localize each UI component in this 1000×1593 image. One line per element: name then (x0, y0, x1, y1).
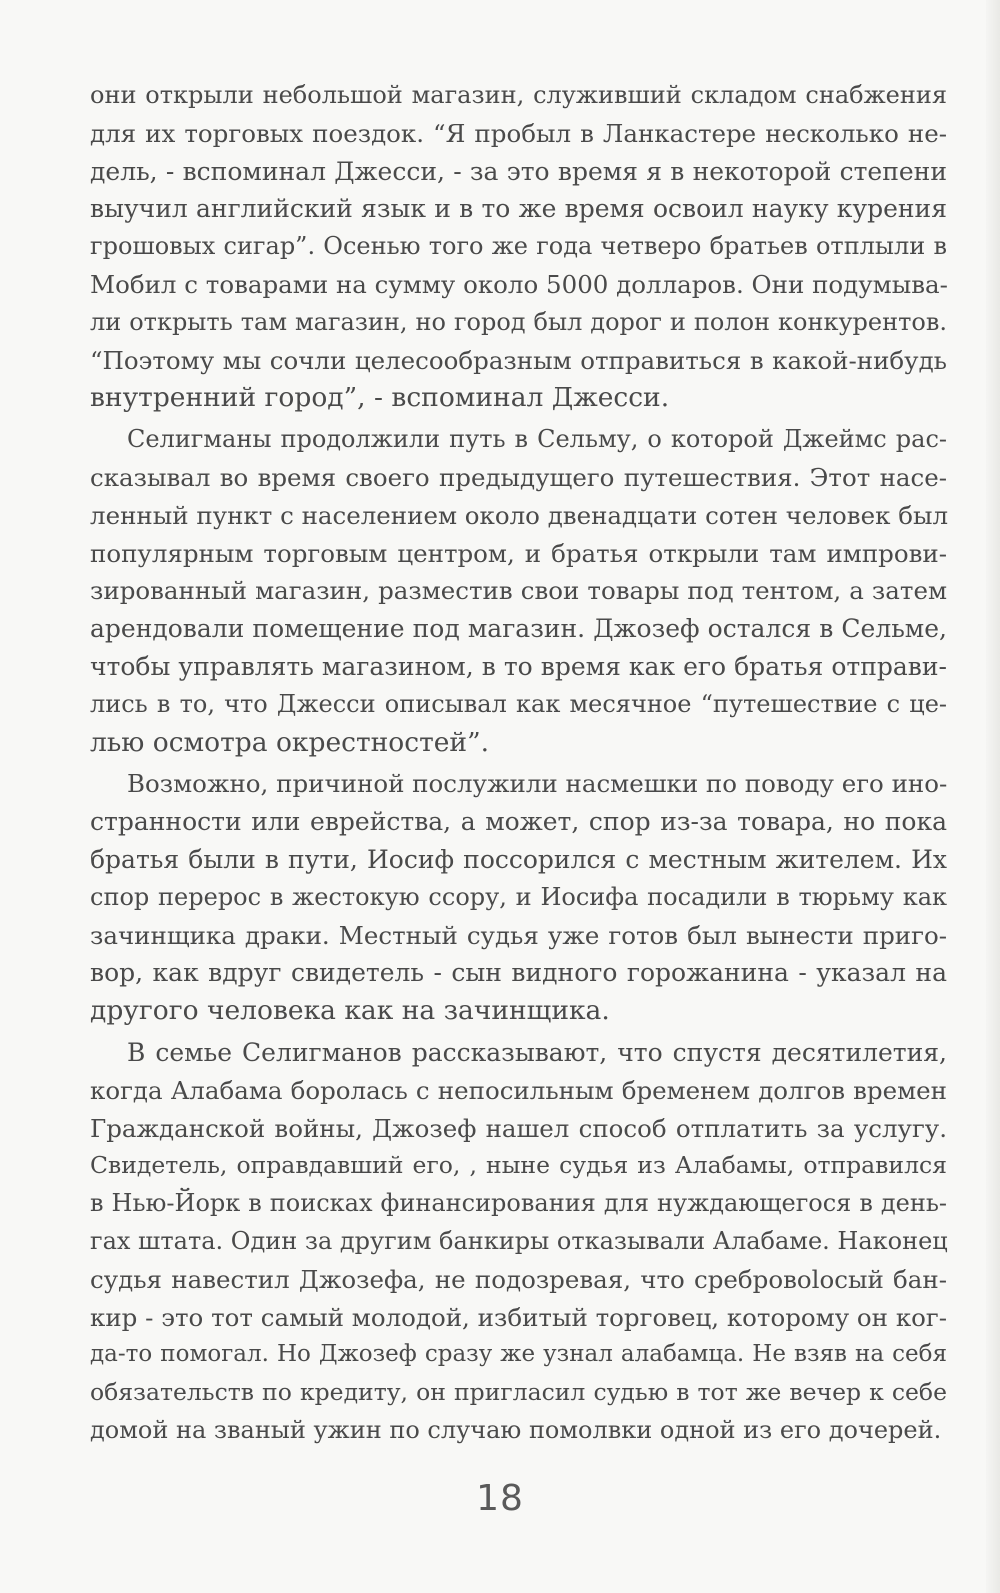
text-line: Селигманы продолжили путь в Сельму, о которой Джеймс рас- (127, 425, 947, 454)
text-line: гах штата. Один за другим банкиры отказывали Алабаме. Наконец (90, 1226, 948, 1255)
text-line: Мобил с товарами на сумму около 5000 долларов. Они подумыва- (90, 269, 948, 299)
text-line: они открыли небольшой магазин, служивший складом снабжения (90, 81, 947, 109)
text-line: Гражданской войны, Джозеф нашел способ отплатить за услугу. (90, 1113, 947, 1143)
text-line: в Нью-Йорк в поисках финансирования для нуждающегося в день- (90, 1189, 947, 1218)
page-number: 18 (476, 1478, 524, 1519)
text-line: когда Алабама боролась с непосильным бременем долгов времен (90, 1075, 947, 1105)
text-line: зированный магазин, разместив свои товары под тентом, а затем (90, 576, 947, 606)
text-line: внутренний город”, - вспоминал Джесси. (90, 382, 670, 414)
text-line: братья были в пути, Иосиф поссорился с местным жителем. Их (90, 844, 947, 874)
text-line: Свидетель, оправдавший его, , ныне судья из Алабамы, отправился (90, 1151, 947, 1180)
text-line: домой на званый ужин по случаю помолвки одной из его дочерей. (90, 1415, 942, 1444)
text-line: вор, как вдруг свидетель - сын видного горожанина - указал на (90, 958, 947, 988)
text-line: Возможно, причиной послужили насмешки по поводу его ино- (127, 769, 948, 799)
text-line: ленный пункт с населением около двенадцати сотен человек был (90, 500, 949, 530)
text-line: В семье Селигманов рассказывают, что спустя десятилетия, (127, 1037, 947, 1067)
page-edge-shadow (986, 0, 1000, 1593)
text-line: обязательств по кредиту, он пригласил судью в тот же вечер к себе (90, 1378, 947, 1407)
text-line: кир - это тот самый молодой, избитый торговец, которому он ког- (90, 1302, 947, 1332)
text-line: популярным торговым центром, и братья открыли там импрови- (90, 538, 947, 568)
text-line: грошовых сигар”. Осенью того же года четверо братьев отплыли в (90, 232, 947, 261)
text-line: лью осмотра окрестностей”. (90, 726, 490, 758)
text-line: зачинщика драки. Местный судья уже готов был вынести приго- (90, 920, 947, 950)
text-line: “Поэтому мы сочли целесообразным отправиться в какой-нибудь (90, 345, 947, 375)
text-line: да-то помогал. Но Джозеф сразу же узнал алабамца. Не взяв на себя (90, 1341, 947, 1368)
text-line: дель, - вспоминал Джесси, - за это время я в некоторой степени (90, 156, 947, 186)
body-text (90, 77, 947, 1450)
text-line: сказывал во время своего предыдущего путешествия. Этот насе- (90, 462, 947, 492)
text-line: странности или еврейства, а может, спор из-за товара, но пока (90, 807, 947, 837)
text-line: выучил английский язык и в то же время освоил науку курения (90, 194, 947, 224)
text-line: лись в то, что Джесси описывал как месячное “путешествие с це- (90, 689, 947, 718)
text-line: арендовали помещение под магазин. Джозеф остался в Сельме, (90, 614, 947, 644)
text-line: для их торговых поездок. “Я пробыл в Ланкастере несколько не- (90, 118, 947, 148)
text-line: судья навестил Джозефа, не подозревая, что сребровolосый бан- (90, 1264, 947, 1294)
text-line: другого человека как на зачинщика. (90, 995, 610, 1027)
text-line: спор перерос в жестокую ссору, и Иосифа посадили в тюрьму как (90, 882, 947, 911)
text-line: чтобы управлять магазином, в то время как его братья отправи- (90, 651, 947, 681)
text-line: ли открыть там магазин, но город был дорог и полон конкурентов. (90, 307, 947, 336)
